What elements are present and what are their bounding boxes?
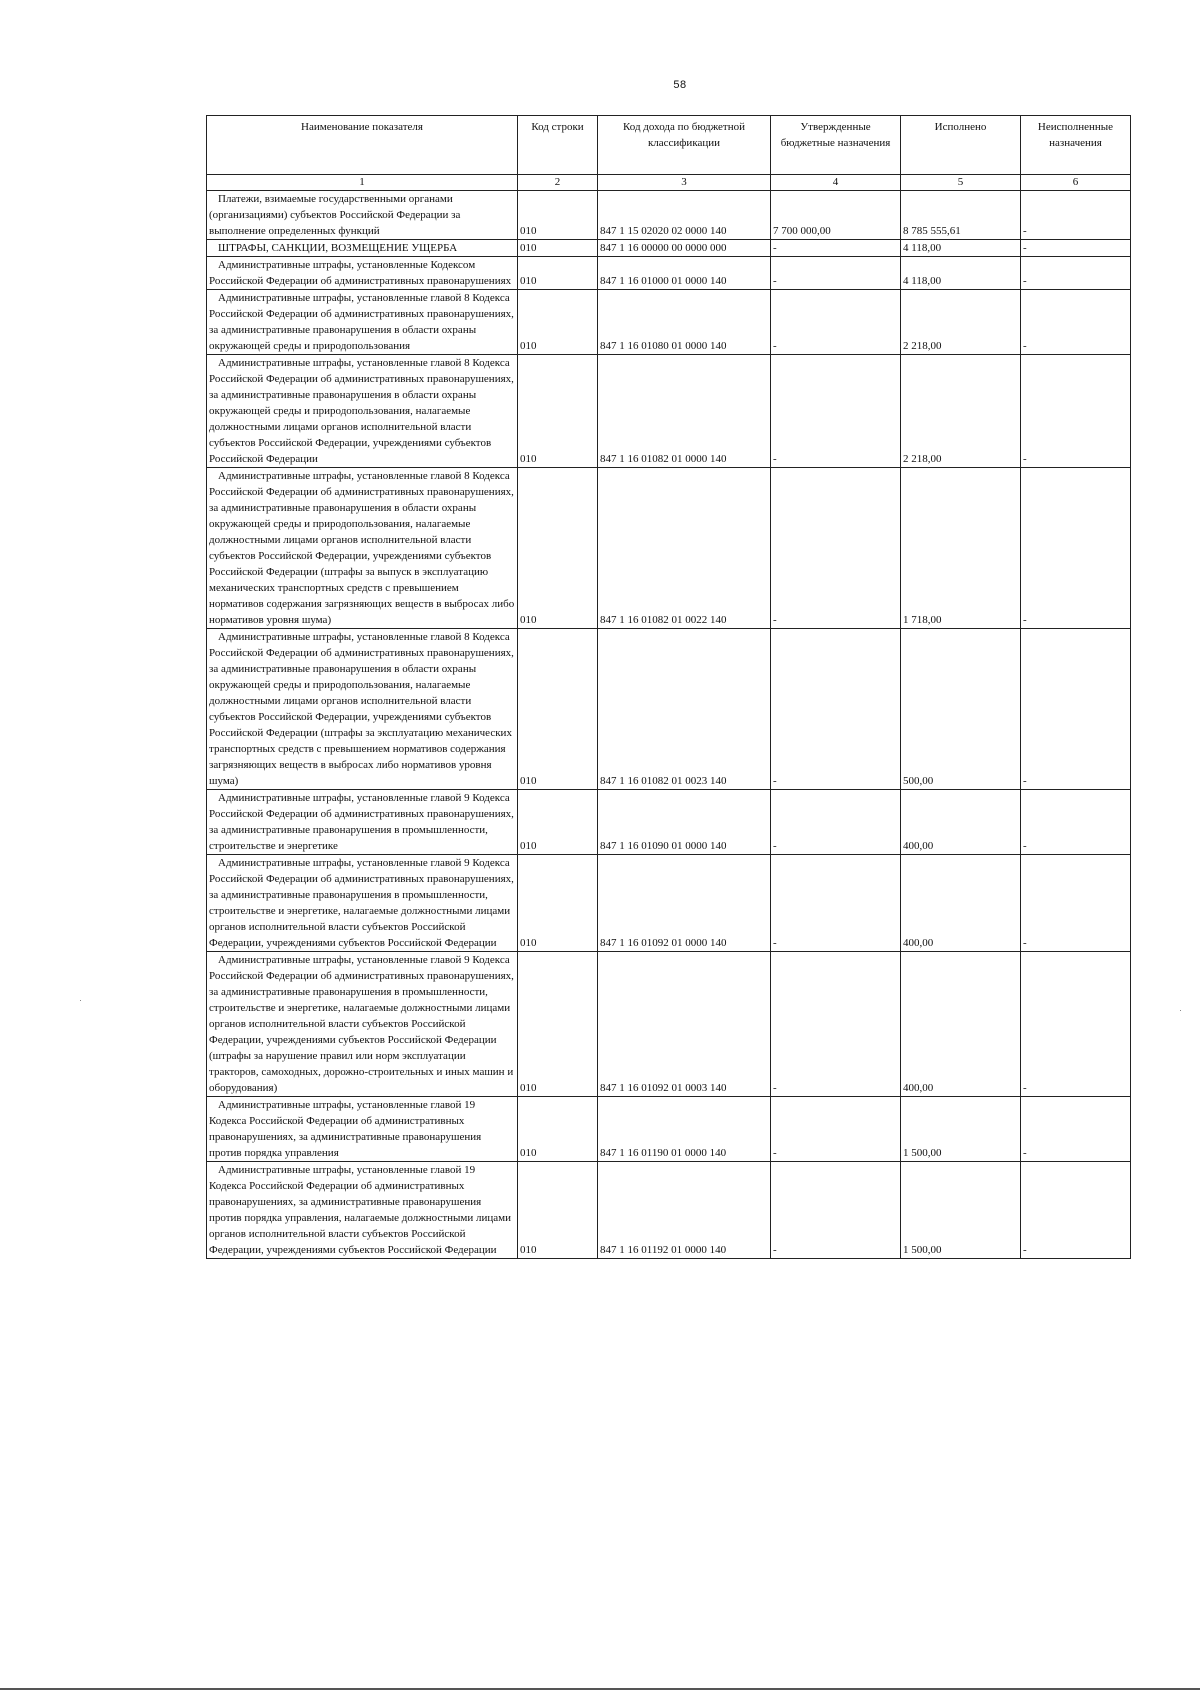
unexecuted-amount: -	[1021, 240, 1131, 257]
executed-amount: 1 500,00	[901, 1097, 1021, 1162]
indicator-name: Административные штрафы, установленные главой 19 Кодекса Российской Федерации об административных правонарушениях, за административные правонарушения против порядка управления, налагаемые должностными лицами органов исполнительной власти субъектов Российской Федерации, учреждениями субъектов Российской Федерации	[207, 1162, 518, 1259]
income-code: 847 1 16 01082 01 0000 140	[598, 355, 771, 468]
page-number: 58	[673, 79, 687, 91]
approved-amount: -	[771, 790, 901, 855]
header-line-code: Код строки	[518, 116, 598, 175]
table-row	[207, 355, 1131, 468]
executed-amount: 2 218,00	[901, 290, 1021, 355]
approved-amount: -	[771, 1162, 901, 1259]
line-code: 010	[518, 290, 598, 355]
header-unexecuted: Неисполненные назначения	[1021, 116, 1131, 175]
column-number: 2	[518, 175, 598, 191]
column-number: 6	[1021, 175, 1131, 191]
income-code: 847 1 16 01082 01 0022 140	[598, 468, 771, 629]
approved-amount: -	[771, 629, 901, 790]
executed-amount: 500,00	[901, 629, 1021, 790]
table-row	[207, 1162, 1131, 1259]
income-code: 847 1 15 02020 02 0000 140	[598, 191, 771, 240]
approved-amount: -	[771, 257, 901, 290]
unexecuted-amount: -	[1021, 1162, 1131, 1259]
line-code: 010	[518, 790, 598, 855]
column-number: 1	[207, 175, 518, 191]
approved-amount: -	[771, 952, 901, 1097]
column-number: 3	[598, 175, 771, 191]
unexecuted-amount: -	[1021, 191, 1131, 240]
line-code: 010	[518, 1097, 598, 1162]
indicator-name: Административные штрафы, установленные главой 19 Кодекса Российской Федерации об административных правонарушениях, за административные правонарушения против порядка управления	[207, 1097, 518, 1162]
column-number-row	[207, 175, 1131, 191]
income-code: 847 1 16 01092 01 0003 140	[598, 952, 771, 1097]
table-row	[207, 855, 1131, 952]
indicator-name: Административные штрафы, установленные главой 9 Кодекса Российской Федерации об административных правонарушениях, за административные правонарушения в промышленности, строительстве и энергетике, налагаемые должностными лицами органов исполнительной власти субъектов Российской Федерации, учреждениями субъектов Российской Федерации	[207, 855, 518, 952]
column-number: 4	[771, 175, 901, 191]
table-row	[207, 468, 1131, 629]
table-row	[207, 191, 1131, 240]
header-indicator-name: Наименование показателя	[207, 116, 518, 175]
line-code: 010	[518, 629, 598, 790]
income-code: 847 1 16 01190 01 0000 140	[598, 1097, 771, 1162]
approved-amount: -	[771, 240, 901, 257]
line-code: 010	[518, 240, 598, 257]
executed-amount: 8 785 555,61	[901, 191, 1021, 240]
indicator-name: Административные штрафы, установленные главой 8 Кодекса Российской Федерации об административных правонарушениях, за административные правонарушения в области охраны окружающей среды и природопользования, налагаемые должностными лицами органов исполнительной власти субъектов Российской Федерации, учреждениями субъектов Российской Федерации (штрафы за эксплуатацию механических транспортных средств с превышением нормативов содержания загрязняющих веществ в выбросах либо нормативов уровня шума)	[207, 629, 518, 790]
unexecuted-amount: -	[1021, 790, 1131, 855]
line-code: 010	[518, 1162, 598, 1259]
approved-amount: -	[771, 355, 901, 468]
income-code: 847 1 16 00000 00 0000 000	[598, 240, 771, 257]
approved-amount: 7 700 000,00	[771, 191, 901, 240]
scan-speck	[1180, 1010, 1181, 1011]
executed-amount: 400,00	[901, 952, 1021, 1097]
indicator-name: Административные штрафы, установленные главой 8 Кодекса Российской Федерации об административных правонарушениях, за административные правонарушения в области охраны окружающей среды и природопользования, налагаемые должностными лицами органов исполнительной власти субъектов Российской Федерации, учреждениями субъектов Российской Федерации (штрафы за выпуск в эксплуатацию механических транспортных средств с превышением нормативов содержания загрязняющих веществ в выбросах либо нормативов уровня шума)	[207, 468, 518, 629]
header-row	[207, 116, 1131, 175]
indicator-name: Административные штрафы, установленные главой 9 Кодекса Российской Федерации об административных правонарушениях, за административные правонарушения в промышленности, строительстве и энергетике	[207, 790, 518, 855]
indicator-name: ШТРАФЫ, САНКЦИИ, ВОЗМЕЩЕНИЕ УЩЕРБА	[207, 240, 518, 257]
indicator-name: Административные штрафы, установленные главой 8 Кодекса Российской Федерации об административных правонарушениях, за административные правонарушения в области охраны окружающей среды и природопользования, налагаемые должностными лицами органов исполнительной власти субъектов Российской Федерации, учреждениями субъектов Российской Федерации	[207, 355, 518, 468]
executed-amount: 1 500,00	[901, 1162, 1021, 1259]
income-code: 847 1 16 01080 01 0000 140	[598, 290, 771, 355]
unexecuted-amount: -	[1021, 355, 1131, 468]
executed-amount: 400,00	[901, 855, 1021, 952]
unexecuted-amount: -	[1021, 855, 1131, 952]
budget-execution-table	[206, 115, 1131, 1259]
scan-speck	[80, 1000, 81, 1001]
header-executed: Исполнено	[901, 116, 1021, 175]
approved-amount: -	[771, 1097, 901, 1162]
income-code: 847 1 16 01192 01 0000 140	[598, 1162, 771, 1259]
executed-amount: 2 218,00	[901, 355, 1021, 468]
table-row	[207, 240, 1131, 257]
column-number: 5	[901, 175, 1021, 191]
executed-amount: 4 118,00	[901, 240, 1021, 257]
indicator-name: Платежи, взимаемые государственными органами (организациями) субъектов Российской Федерации за выполнение определенных функций	[207, 191, 518, 240]
executed-amount: 400,00	[901, 790, 1021, 855]
scan-edge-line	[0, 1688, 1200, 1690]
line-code: 010	[518, 257, 598, 290]
indicator-name: Административные штрафы, установленные главой 9 Кодекса Российской Федерации об административных правонарушениях, за административные правонарушения в промышленности, строительстве и энергетике, налагаемые должностными лицами органов исполнительной власти субъектов Российской Федерации, учреждениями субъектов Российской Федерации (штрафы за нарушение правил или норм эксплуатации тракторов, самоходных, дорожно-строительных и иных машин и оборудования)	[207, 952, 518, 1097]
unexecuted-amount: -	[1021, 1097, 1131, 1162]
line-code: 010	[518, 855, 598, 952]
executed-amount: 1 718,00	[901, 468, 1021, 629]
income-code: 847 1 16 01090 01 0000 140	[598, 790, 771, 855]
table-row	[207, 290, 1131, 355]
unexecuted-amount: -	[1021, 468, 1131, 629]
table-body	[207, 191, 1131, 1259]
header-income-code: Код дохода по бюджетной классификации	[598, 116, 771, 175]
table-row	[207, 257, 1131, 290]
income-code: 847 1 16 01000 01 0000 140	[598, 257, 771, 290]
indicator-name: Административные штрафы, установленные главой 8 Кодекса Российской Федерации об административных правонарушениях, за административные правонарушения в области охраны окружающей среды и природопользования	[207, 290, 518, 355]
table-row	[207, 1097, 1131, 1162]
income-code: 847 1 16 01082 01 0023 140	[598, 629, 771, 790]
header-approved: Утвержденные бюджетные назначения	[771, 116, 901, 175]
line-code: 010	[518, 952, 598, 1097]
table-row	[207, 629, 1131, 790]
unexecuted-amount: -	[1021, 629, 1131, 790]
table-row	[207, 790, 1131, 855]
unexecuted-amount: -	[1021, 952, 1131, 1097]
approved-amount: -	[771, 855, 901, 952]
approved-amount: -	[771, 468, 901, 629]
line-code: 010	[518, 468, 598, 629]
approved-amount: -	[771, 290, 901, 355]
unexecuted-amount: -	[1021, 290, 1131, 355]
line-code: 010	[518, 355, 598, 468]
line-code: 010	[518, 191, 598, 240]
executed-amount: 4 118,00	[901, 257, 1021, 290]
income-code: 847 1 16 01092 01 0000 140	[598, 855, 771, 952]
unexecuted-amount: -	[1021, 257, 1131, 290]
indicator-name: Административные штрафы, установленные Кодексом Российской Федерации об административных правонарушениях	[207, 257, 518, 290]
table-row	[207, 952, 1131, 1097]
